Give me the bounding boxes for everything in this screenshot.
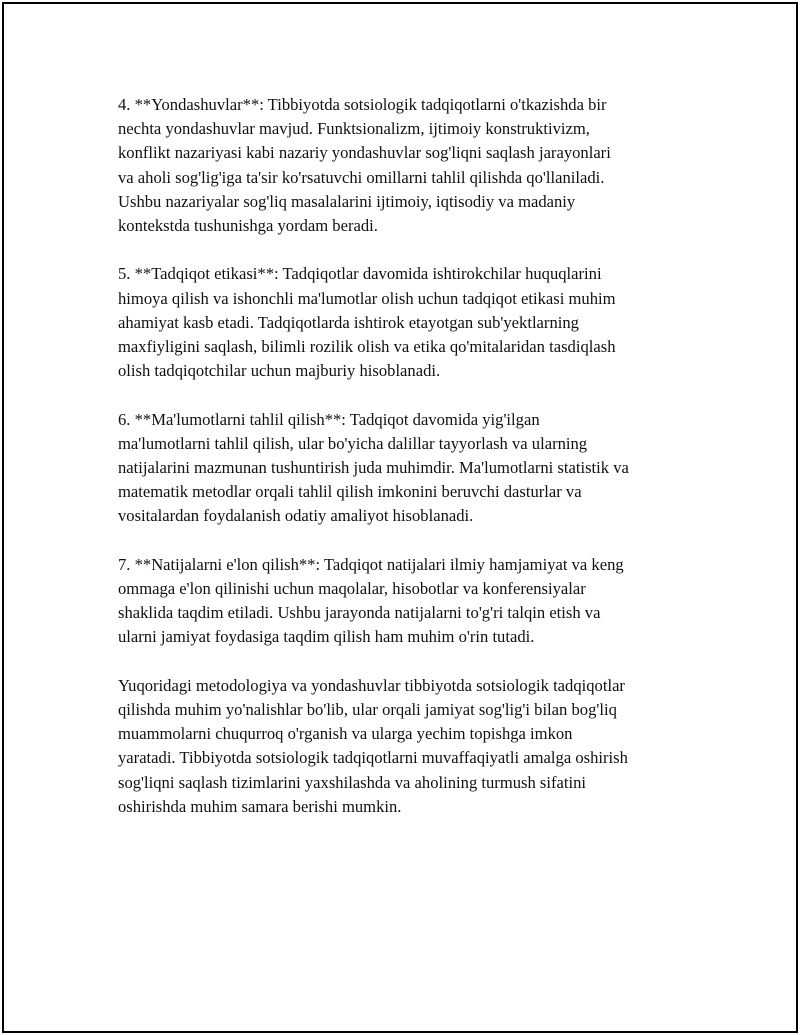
paragraph-data-analysis: 6. **Ma'lumotlarni tahlil qilish**: Tadqiqot davomida yig'ilgan ma'lumotlarni tahlil qilish, ular bo'yicha dalillar tayyorlash va ularning natijalarini mazmunan tushuntirish juda muhimdir. Ma'lumotlarni statistik va matematik metodlar orqali tahlil qilish imkonini beruvchi dasturlar va vositalardan foydalanish odatiy amaliyot hisoblanadi.: [118, 409, 629, 526]
paragraph-conclusion: Yuqoridagi metodologiya va yondashuvlar tibbiyotda sotsiologik tadqiqotlar qilishda muhim yo'nalishlar bo'lib, ular orqali jamiyat sog'lig'i bilan bog'liq muammolarni chuqurroq o'rganish va ularga yechim topishga imkon yaratadi. Tibbiyotda sotsiologik tadqiqotlarni muvaffaqiyatli amalga oshirish sog'liqni saqlash tizimlarini yaxshilashda va aholining turmush sifatini oshirishda muhim samara berishi mumkin.: [118, 675, 628, 816]
paragraph-research-ethics: 5. **Tadqiqot etikasi**: Tadqiqotlar davomida ishtirokchilar huquqlarini himoya qilish va ishonchli ma'lumotlar olish uchun tadqiqot etikasi muhim ahamiyat kasb etadi. Tadqiqotlarda ishtirok etayotgan sub'yektlarning maxfiyligini saqlash, bilimli rozilik olish va etika qo'mitalaridan tasdiqlash olish tadqiqotchilar uchun majburiy hisoblanadi.: [118, 264, 616, 381]
document-body: [118, 93, 693, 843]
paragraph-publishing-results: 7. **Natijalarni e'lon qilish**: Tadqiqot natijalari ilmiy hamjamiyat va keng ommaga e'lon qilinishi uchun maqolalar, hisobotlar va konferensiyalar shaklida taqdim etiladi. Ushbu jarayonda natijalarni to'g'ri talqin etish va ularni jamiyat foydasiga taqdim qilish ham muhim o'rin tutadi.: [118, 554, 624, 647]
paragraph-approaches: 4. **Yondashuvlar**: Tibbiyotda sotsiologik tadqiqotlarni o'tkazishda bir nechta yondashuvlar mavjud. Funktsionalizm, ijtimoiy konstruktivizm, konflikt nazariyasi kabi nazariy yondashuvlar sog'liqni saqlash jarayonlari va aholi sog'lig'iga ta'sir ko'rsatuvchi omillarni tahlil qilishda qo'llaniladi. Ushbu nazariyalar sog'liq masalalarini ijtimoiy, iqtisodiy va madaniy kontekstda tushunishga yordam beradi.: [118, 95, 611, 236]
